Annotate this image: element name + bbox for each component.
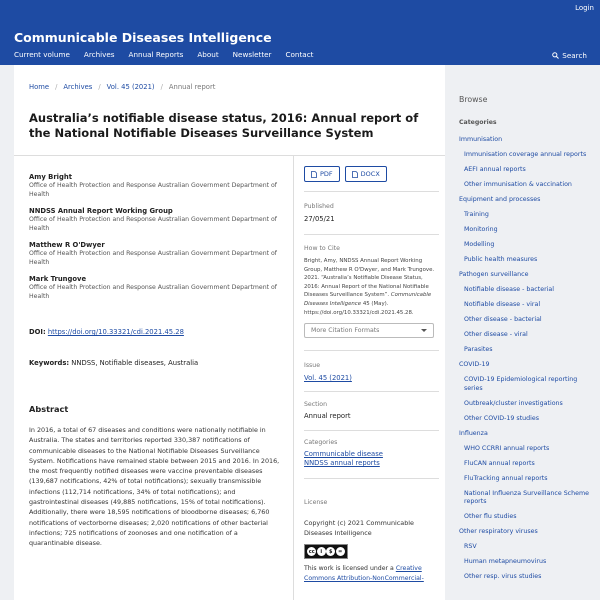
main-nav <box>14 50 327 59</box>
divider <box>14 155 445 156</box>
sidebar-category-item[interactable]: Other COVID-19 studies <box>464 414 540 422</box>
section-label: Section <box>304 401 327 409</box>
copyright-text: Copyright (c) 2021 Communicable Diseases Intelligence <box>304 519 414 537</box>
divider <box>304 191 439 192</box>
citation-formats-dropdown[interactable] <box>304 323 434 338</box>
keywords-value: NNDSS, Notifiable diseases, Australia <box>71 359 199 367</box>
breadcrumb-separator: / <box>55 83 58 91</box>
sidebar-heading: Browse <box>459 95 488 104</box>
sidebar-category-item[interactable]: FluTracking annual reports <box>464 474 548 482</box>
article-panel <box>14 65 445 600</box>
section-value: Annual report <box>304 412 351 421</box>
sidebar-category-item[interactable]: AEFI annual reports <box>464 166 526 173</box>
citation-text <box>304 257 439 317</box>
sidebar-category-item[interactable]: Notifiable disease - viral <box>464 301 541 308</box>
docx-button[interactable] <box>345 166 387 182</box>
sidebar-category-item[interactable]: Other immunisation & vaccination <box>464 181 572 188</box>
issue-link[interactable]: Vol. 45 (2021) <box>304 374 352 383</box>
author-affiliation: Office of Health Protection and Response Australian Government Department of Health <box>29 250 277 266</box>
published-date: 27/05/21 <box>304 215 335 223</box>
sidebar-category-item[interactable]: COVID-19 <box>459 361 490 368</box>
sidebar-category-item[interactable]: Outbreak/cluster investigations <box>464 399 563 407</box>
sidebar-category-item[interactable]: Parasites <box>464 346 493 353</box>
nav-newsletter[interactable]: Newsletter <box>232 50 272 59</box>
pdf-label: PDF <box>320 170 333 178</box>
abstract-text: In 2016, a total of 67 diseases and conditions were nationally notifiable in Australia. The states and territories reported 330,387 notifications of communicable diseases to the National Notifiable Diseases Surveillance System. Notifications have remained stable between 2015 and 2016. In 2016, the most frequently notified diseases were vaccine preventable diseases (139,687 notifications, 42% of total notifications); sexually transmissible infections (112,714 notifications, 34% of total notifications); and gastrointestinal diseases (49,885 notifications, 15% of total notifications). Additionally, there were 18,595 notifications of bloodborne diseases; 6,760 notifications of vectorborne diseases; 2,020 notifications of other bacterial infections; 725 notifications of zoonoses and one notification of a quarantinable disease. <box>29 426 280 548</box>
galley-buttons <box>304 166 439 182</box>
keywords-line <box>29 359 198 367</box>
site-header <box>0 0 600 65</box>
published-label: Published <box>304 203 334 210</box>
sidebar-category-item[interactable]: RSV <box>464 543 477 550</box>
sidebar-category-item[interactable]: Influenza <box>459 429 488 437</box>
search-label: Search <box>562 51 587 60</box>
issue-label: Issue <box>304 362 321 370</box>
sidebar-category-item[interactable]: WHO CCRRI annual reports <box>464 444 550 452</box>
column-divider <box>293 155 294 600</box>
license-label: License <box>304 499 328 507</box>
doi-label: DOI: <box>29 328 46 336</box>
citation-tail: 45 (May). https://doi.org/10.33321/cdi.2021.45.28. <box>304 300 414 316</box>
divider <box>304 350 439 351</box>
author-name: Amy Bright <box>29 173 72 181</box>
author-entry <box>29 172 289 199</box>
breadcrumb-archives[interactable]: Archives <box>63 83 93 91</box>
sidebar-category-item[interactable]: Pathogen surveillance <box>459 271 529 278</box>
login-link[interactable]: Login <box>575 4 594 12</box>
sidebar-category-item[interactable]: COVID-19 Epidemiological reporting series <box>464 376 578 392</box>
nav-current-volume[interactable]: Current volume <box>14 50 70 59</box>
breadcrumb-separator: / <box>160 83 163 91</box>
sidebar-category-item[interactable]: Other flu studies <box>464 513 517 520</box>
sidebar-category-item[interactable]: Other disease - viral <box>464 331 528 338</box>
sidebar-category-item[interactable]: Training <box>464 211 489 218</box>
nav-contact[interactable]: Contact <box>285 50 314 59</box>
sidebar-category-item[interactable]: Modelling <box>464 241 495 248</box>
sidebar-category-item[interactable]: National Influenza Surveillance Scheme reports <box>464 489 590 505</box>
doi-link[interactable]: https://doi.org/10.33321/cdi.2021.45.28 <box>47 328 184 336</box>
category-link[interactable]: Communicable disease <box>304 450 383 459</box>
citation-body: Bright, Amy, NNDSS Annual Report Working Group, Matthew R O'Dwyer, and Mark Trungove. 2021. “Australia’s Notifiable Disease Status, 2016: Annual Report of the National Notifiable Diseases Surveillance System”. <box>304 258 435 299</box>
author-entry <box>29 274 289 301</box>
attribution-icon: i <box>317 547 326 556</box>
doi-line <box>29 328 184 336</box>
file-icon <box>311 171 317 178</box>
author-affiliation: Office of Health Protection and Response Australian Government Department of Health <box>29 182 277 198</box>
article-title: Australia’s notifiable disease status, 2016: Annual report of the National Notifiable Diseases Surveillance System <box>29 111 419 140</box>
how-to-cite-label: How to Cite <box>304 245 340 252</box>
browse-sidebar <box>459 95 594 588</box>
nav-annual-reports[interactable]: Annual Reports <box>128 50 184 59</box>
breadcrumb-home[interactable]: Home <box>29 83 50 91</box>
license-statement <box>304 564 439 583</box>
category-list <box>459 136 594 582</box>
breadcrumb-current: Annual report <box>168 83 216 91</box>
author-entry <box>29 240 289 267</box>
sidebar-category-item[interactable]: Public health measures <box>464 256 538 263</box>
keywords-label: Keywords: <box>29 359 70 367</box>
abstract-heading: Abstract <box>29 404 69 414</box>
license-text: This work is licensed under a <box>304 565 394 573</box>
citation-journal: Communicable Diseases Intelligence <box>304 292 432 307</box>
cc-icon: cc <box>308 548 315 555</box>
sidebar-category-item[interactable]: Monitoring <box>464 226 498 233</box>
sidebar-category-item[interactable]: Other resp. virus studies <box>464 573 542 580</box>
cc-license-badge[interactable] <box>304 544 348 559</box>
author-name: NNDSS Annual Report Working Group <box>29 207 173 215</box>
author-name: Matthew R O'Dwyer <box>29 241 105 249</box>
article-details <box>304 166 439 583</box>
docx-label: DOCX <box>360 170 380 178</box>
license-link[interactable]: Creative Commons Attribution-NonCommercial- <box>304 565 424 582</box>
breadcrumb <box>29 83 215 91</box>
sidebar-category-item[interactable]: Immunisation <box>459 136 503 143</box>
noderivatives-icon: = <box>336 547 345 556</box>
author-affiliation: Office of Health Protection and Response Australian Government Department of Health <box>29 284 277 300</box>
category-link[interactable]: NNDSS annual reports <box>304 459 380 468</box>
sidebar-category-item[interactable]: Other respiratory viruses <box>459 528 538 535</box>
sidebar-categories-label: Categories <box>459 119 497 126</box>
sidebar-category-item[interactable]: Other disease - bacterial <box>464 316 542 323</box>
chevron-down-icon <box>421 329 427 332</box>
divider <box>304 391 439 392</box>
file-icon <box>352 171 358 178</box>
sidebar-category-item[interactable]: Notifiable disease - bacterial <box>464 286 555 293</box>
sidebar-category-item[interactable]: Human metapneumovirus <box>464 558 547 565</box>
pdf-button[interactable] <box>304 166 340 182</box>
breadcrumb-separator: / <box>98 83 101 91</box>
nav-about[interactable]: About <box>197 50 219 59</box>
sidebar-category-item[interactable]: Equipment and processes <box>459 196 541 203</box>
sidebar-category-item[interactable]: FluCAN annual reports <box>464 459 535 467</box>
divider <box>304 478 439 479</box>
search-icon <box>552 52 559 59</box>
noncommercial-icon: $ <box>326 547 335 556</box>
divider <box>304 430 439 431</box>
author-affiliation: Office of Health Protection and Response Australian Government Department of Health <box>29 216 277 232</box>
author-entry <box>29 206 289 233</box>
citation-formats-label: More Citation Formats <box>311 327 380 335</box>
divider <box>304 234 439 235</box>
nav-archives[interactable]: Archives <box>83 50 115 59</box>
search-link[interactable] <box>552 51 587 60</box>
breadcrumb-volume[interactable]: Vol. 45 (2021) <box>106 83 155 91</box>
author-name: Mark Trungove <box>29 275 87 283</box>
sidebar-category-item[interactable]: Immunisation coverage annual reports <box>464 151 587 158</box>
categories-label: Categories <box>304 439 338 447</box>
site-title[interactable]: Communicable Diseases Intelligence <box>14 30 272 45</box>
author-list <box>29 172 289 308</box>
